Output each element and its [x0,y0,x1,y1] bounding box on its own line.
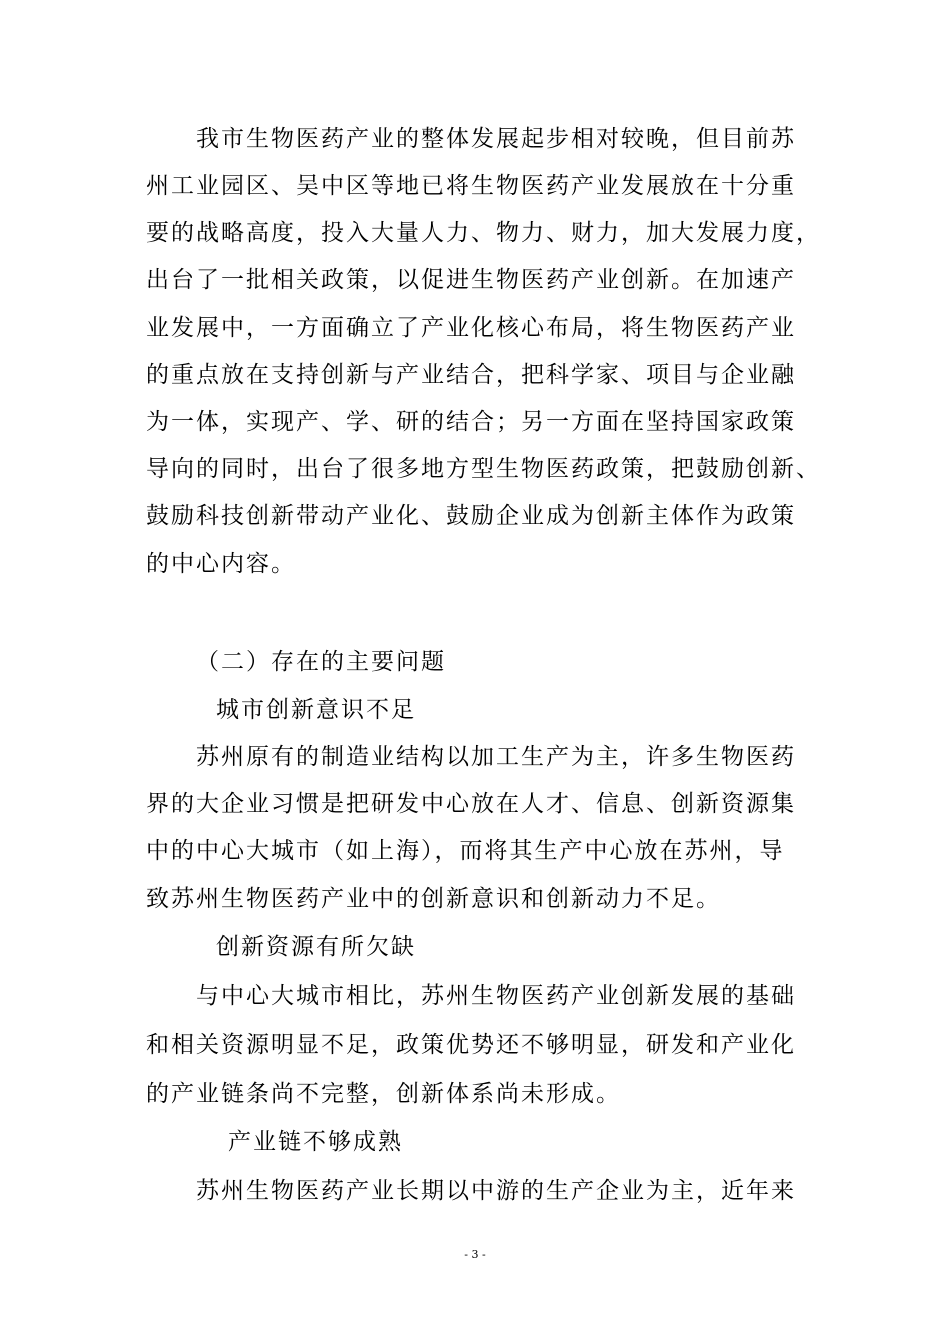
paragraph-1-line-7: 为一体，实现产、学、研的结合；另一方面在坚持国家政策 [146,409,796,435]
paragraph-1-line-10: 的中心内容。 [146,551,296,577]
paragraph-2-line-1: 苏州原有的制造业结构以加工生产为主，许多生物医药 [196,744,796,770]
subheading-1: 城市创新意识不足 [216,697,416,723]
paragraph-3-line-2: 和相关资源明显不足，政策优势还不够明显，研发和产业化 [146,1032,796,1058]
paragraph-3-line-3: 的产业链条尚不完整，创新体系尚未形成。 [146,1081,621,1107]
page-number: - 3 - [464,1248,486,1261]
paragraph-1-line-6: 的重点放在支持创新与产业结合，把科学家、项目与企业融 [146,362,796,388]
paragraph-1-line-5: 业发展中，一方面确立了产业化核心布局，将生物医药产业 [146,315,796,341]
paragraph-2-line-2: 界的大企业习惯是把研发中心放在人才、信息、创新资源集 [146,791,796,817]
subheading-2: 创新资源有所欠缺 [216,934,416,960]
subheading-3: 产业链不够成熟 [228,1129,403,1155]
paragraph-2-line-4: 致苏州生物医药产业中的创新意识和创新动力不足。 [146,886,721,912]
paragraph-1-line-8: 导向的同时，出台了很多地方型生物医药政策，把鼓励创新、 [146,456,821,482]
paragraph-1-line-9: 鼓励科技创新带动产业化、鼓励企业成为创新主体作为政策 [146,503,796,529]
section-heading: （二）存在的主要问题 [196,649,446,675]
paragraph-1-line-3: 要的战略高度，投入大量人力、物力、财力，加大发展力度， [146,220,821,246]
paragraph-1-line-1: 我市生物医药产业的整体发展起步相对较晚，但目前苏 [196,126,796,152]
paragraph-3-line-1: 与中心大城市相比，苏州生物医药产业创新发展的基础 [196,983,796,1009]
paragraph-1-line-4: 出台了一批相关政策，以促进生物医药产业创新。在加速产 [146,267,796,293]
paragraph-4-line-1: 苏州生物医药产业长期以中游的生产企业为主，近年来 [196,1178,796,1204]
paragraph-2-line-3: 中的中心大城市（如上海），而将其生产中心放在苏州，导 [146,838,785,864]
paragraph-1-line-2: 州工业园区、吴中区等地已将生物医药产业发展放在十分重 [146,173,796,199]
